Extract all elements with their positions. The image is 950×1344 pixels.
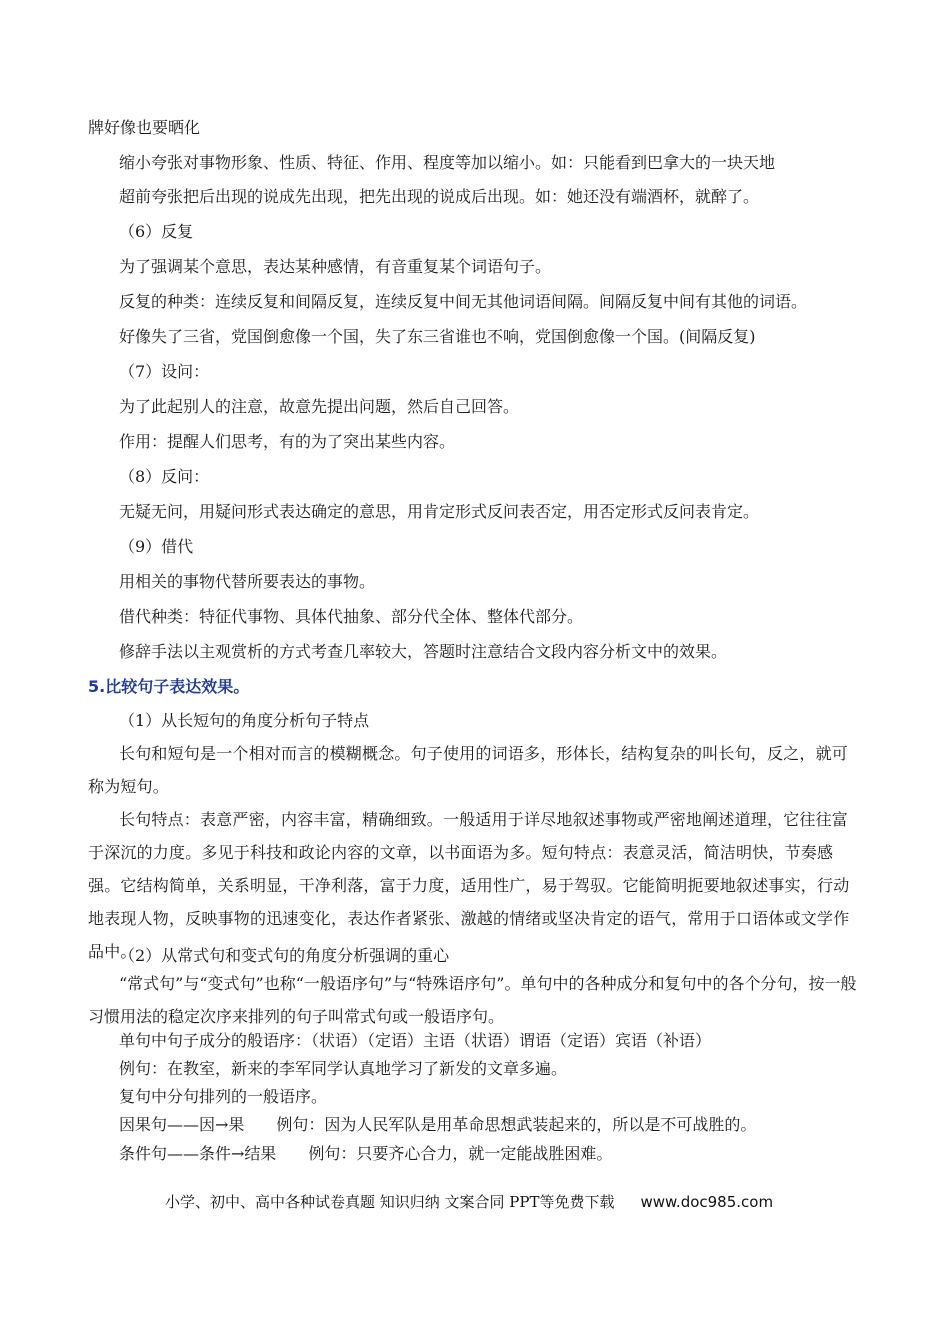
paragraph-line: 无疑无问，用疑问形式表达确定的意思，用肯定形式反问表否定，用否定形式反问表肯定。 xyxy=(119,502,760,521)
footer-url[interactable]: www.doc985.com xyxy=(640,1193,774,1211)
section-heading: （7）设问： xyxy=(119,362,210,381)
paragraph-line: 用相关的事物代替所要表达的事物。 xyxy=(119,572,376,591)
paragraph-line: 为了此起别人的注意，故意先提出问题，然后自己回答。 xyxy=(119,397,520,416)
subsection-heading: （1）从长短句的角度分析句子特点 xyxy=(119,711,370,730)
paragraph-block: “常式句”与“变式句”也称“一般语序句”与“特殊语序句”。单句中的各种成分和复句中的各个分句，按一般习惯用法的稳定次序来排列的句子叫常式句或一般语序句。 xyxy=(88,974,857,1026)
subsection-heading: （2）从常式句和变式句的角度分析强调的重心 xyxy=(119,946,450,965)
paragraph-line: 例句：在教室，新来的李军同学认真地学习了新发的文章多遍。 xyxy=(119,1059,568,1078)
paragraph-line: 为了强调某个意思，表达某种感情，有音重复某个词语句子。 xyxy=(119,257,552,276)
paragraph-line: 作用：提醒人们思考，有的为了突出某些内容。 xyxy=(119,432,456,451)
paragraph-line: 修辞手法以主观赏析的方式考查几率较大，答题时注意结合文段内容分析文中的效果。 xyxy=(119,642,728,661)
section-heading: （9）借代 xyxy=(119,537,194,556)
paragraph-line: 复句中分句排列的一般语序。 xyxy=(119,1087,328,1106)
section-heading: （8）反问： xyxy=(119,467,210,486)
paragraph-block: 长句和短句是一个相对而言的模糊概念。句子使用的词语多，形体长，结构复杂的叫长句，反之，就可称为短句。 xyxy=(88,744,849,796)
section-heading: （6）反复 xyxy=(119,222,194,241)
footer-text: 小学、初中、高中各种试卷真题 知识归纳 文案合同 PPT等免费下载 xyxy=(165,1193,615,1211)
paragraph-block: 长句特点：表意严密，内容丰富，精确细致。一般适用于详尽地叙述事物或严密地阐述道理，它往往富于深沉的力度。多见于科技和政论内容的文章，以书面语为多。短句特点：表意灵活，简洁明快，节奏感强。它结构简单，关系明显，干净利落，富于力度，适用性广，易于驾驭。它能简明扼要地叙述事实，行动地表现人物，反映事物的迅速变化，表达作者紧张、激越的情绪或坚决肯定的语气，常用于口语体或文学作品中。 xyxy=(88,810,850,961)
paragraph-line: 因果句——因→果 例句：因为人民军队是用革命思想武装起来的，所以是不可战胜的。 xyxy=(119,1115,757,1134)
paragraph-line: 条件句——条件→结果 例句：只要齐心合力，就一定能战胜困难。 xyxy=(119,1144,613,1163)
paragraph-line: 好像失了三省，党国倒愈像一个国，失了东三省谁也不响，党国倒愈像一个国。(间隔反复) xyxy=(119,327,756,346)
numbered-heading: 5.比较句子表达效果。 xyxy=(88,677,250,696)
paragraph-line: 牌好像也要晒化 xyxy=(88,118,201,137)
page-footer xyxy=(165,1192,773,1212)
paragraph-line: 借代种类：特征代事物、具体代抽象、部分代全体、整体代部分。 xyxy=(119,607,584,626)
paragraph-line: 单句中句子成分的般语序：（状语）（定语）主语（状语）谓语（定语）宾语（补语） xyxy=(119,1031,712,1050)
paragraph-line: 反复的种类：连续反复和间隔反复，连续反复中间无其他词语间隔。间隔反复中间有其他的词语。 xyxy=(119,292,808,311)
paragraph-line: 超前夸张把后出现的说成先出现，把先出现的说成后出现。如：她还没有端酒杯，就醉了。 xyxy=(119,187,760,206)
paragraph-line: 缩小夸张对事物形象、性质、特征、作用、程度等加以缩小。如：只能看到巴拿大的一块天地 xyxy=(119,153,776,172)
